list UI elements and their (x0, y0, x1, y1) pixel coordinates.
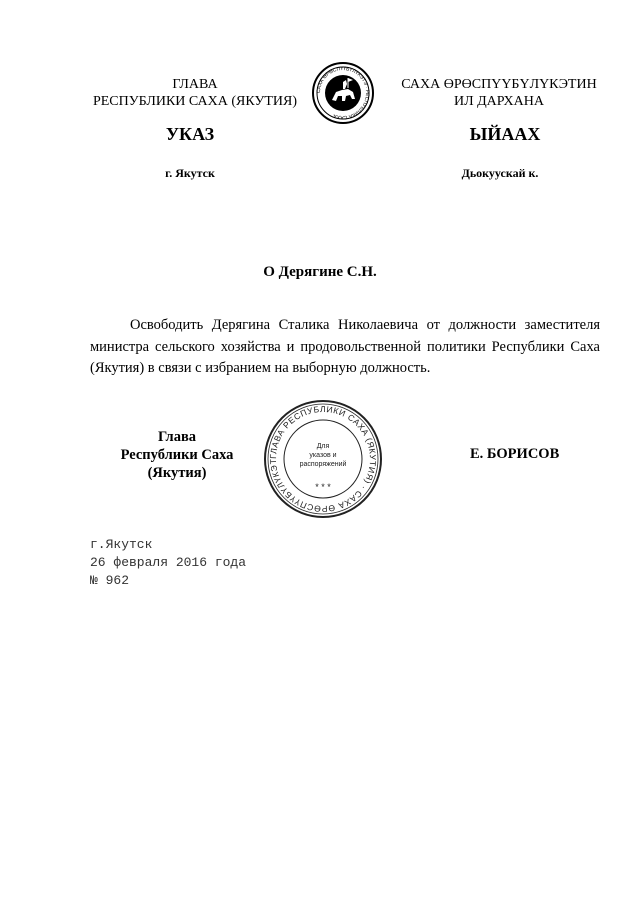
official-stamp (262, 398, 384, 525)
signature-name: Е. БОРИСОВ (470, 446, 560, 462)
stamp-stars: * * * (315, 482, 331, 492)
header-right-line1: САХА ӨРӨСПҮҮБҮЛҮКЭТИН (401, 77, 597, 92)
stamp-ring-text: ГЛАВА РЕСПУБЛИКИ САХА (ЯКУТИЯ) · САХА ӨРӨСПҮҮБҮЛҮКЭТ (267, 403, 379, 515)
decree-title: О Дерягине С.Н. (263, 264, 377, 280)
city-sah: Дьокуускай к. (461, 166, 539, 180)
coat-of-arms-emblem (312, 62, 374, 129)
header-left-line1: ГЛАВА (172, 77, 218, 92)
signature-role-line1: Глава (157, 429, 197, 445)
footer-city: г.Якутск (90, 537, 153, 552)
stamp-seal-icon (262, 398, 384, 520)
footer-number: № 962 (90, 573, 130, 588)
header-left-line2: РЕСПУБЛИКИ САХА (ЯКУТИЯ) (92, 94, 298, 109)
doc-type-sah: ЫЙААХ (469, 124, 541, 144)
emblem-ring-text: САХА ӨРӨСПҮҮБҮЛҮКЭТЭ · РЕСПУБЛИКА САХА (315, 65, 371, 121)
stamp-center-line2: указов и (309, 452, 337, 459)
header-right (392, 76, 606, 110)
decree-body: Освободить Дерягина Сталика Николаевича от должности заместителя министра сельского хозяйства и продовольственной политики Республики Саха (Якутия) в связи с избранием на выборную должность. (90, 317, 600, 376)
coat-of-arms-icon (312, 62, 374, 124)
signature-role-line2: Республики Саха (Якутия) (120, 447, 234, 481)
stamp-center-line1: Для (316, 443, 330, 450)
header-left (80, 76, 310, 110)
doc-type-ru: УКАЗ (165, 124, 215, 144)
signature-role (92, 428, 262, 482)
city-ru: г. Якутск (165, 166, 215, 180)
footer-date: 26 февраля 2016 года (90, 555, 247, 570)
header-right-line2: ИЛ ДАРХАНА (453, 94, 544, 109)
stamp-center-line3: распоряжений (299, 461, 347, 468)
